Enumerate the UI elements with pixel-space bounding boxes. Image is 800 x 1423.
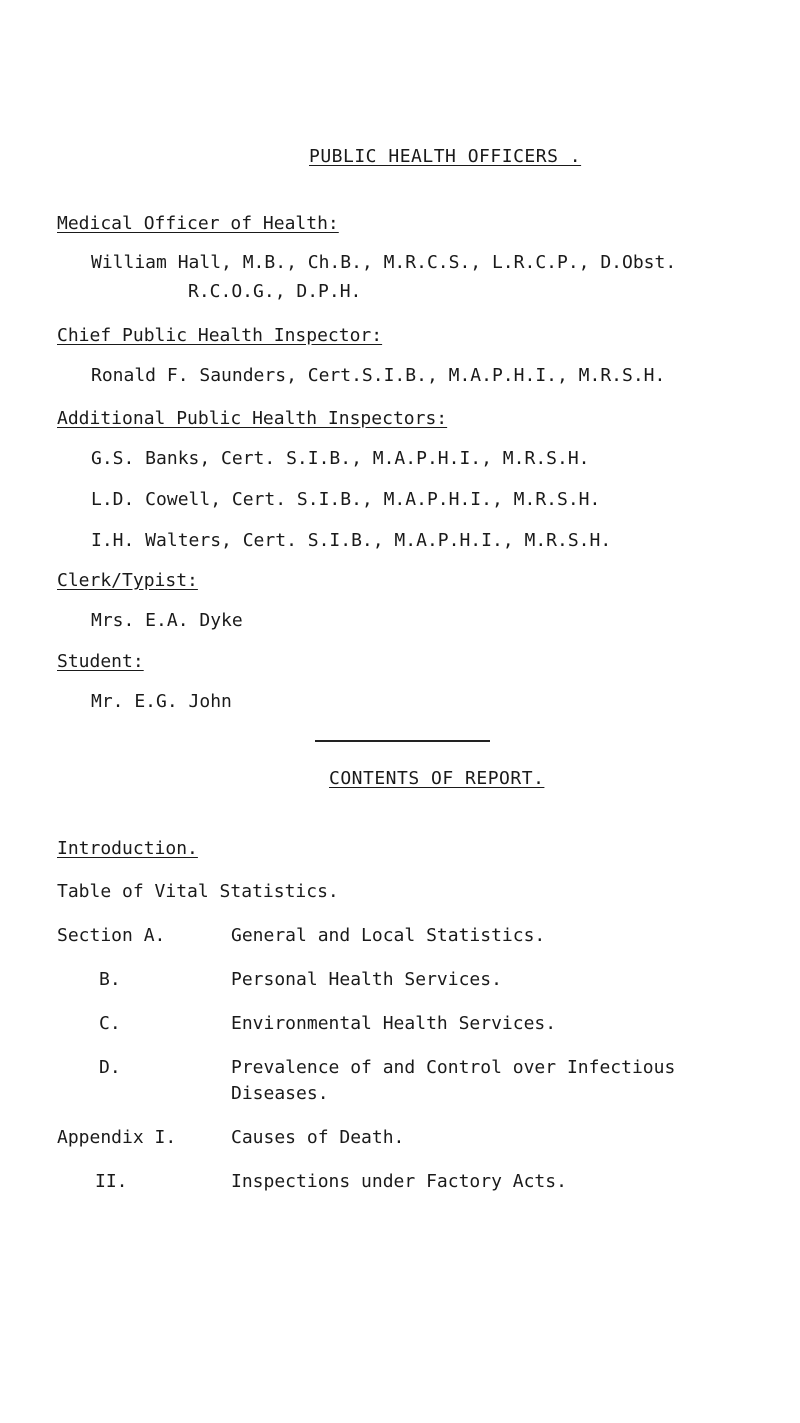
aphi-line-banks: G.S. Banks, Cert. S.I.B., M.A.P.H.I., M.R.S.H. bbox=[91, 448, 590, 469]
contents-introduction: Introduction. bbox=[57, 838, 198, 859]
officers-title: PUBLIC HEALTH OFFICERS . bbox=[309, 146, 582, 167]
student-name: Mr. E.G. John bbox=[91, 691, 232, 712]
contents-item-text: Environmental Health Services. bbox=[231, 1013, 557, 1034]
cphi-name-line: Ronald F. Saunders, Cert.S.I.B., M.A.P.H.I., M.R.S.H. bbox=[91, 365, 666, 386]
contents-item-label: B. bbox=[99, 969, 121, 990]
contents-item-text: Inspections under Factory Acts. bbox=[231, 1171, 567, 1192]
aphi-line-cowell: L.D. Cowell, Cert. S.I.B., M.A.P.H.I., M.R.S.H. bbox=[91, 489, 601, 510]
moh-heading: Medical Officer of Health: bbox=[57, 213, 339, 234]
section-divider bbox=[315, 740, 490, 742]
contents-item-label: Section A. bbox=[57, 925, 166, 946]
contents-table-vital-statistics: Table of Vital Statistics. bbox=[57, 881, 339, 902]
clerk-name: Mrs. E.A. Dyke bbox=[91, 610, 243, 631]
contents-item-text-continued: Diseases. bbox=[231, 1083, 329, 1104]
student-heading: Student: bbox=[57, 651, 144, 672]
contents-item-label: II. bbox=[95, 1171, 128, 1192]
contents-title: CONTENTS OF REPORT. bbox=[329, 768, 545, 789]
contents-item-text: Personal Health Services. bbox=[231, 969, 502, 990]
cphi-heading: Chief Public Health Inspector: bbox=[57, 325, 383, 346]
moh-name-line: William Hall, M.B., Ch.B., M.R.C.S., L.R.C.P., D.Obst. bbox=[91, 252, 677, 273]
contents-item-text: Causes of Death. bbox=[231, 1127, 405, 1148]
aphi-heading: Additional Public Health Inspectors: bbox=[57, 408, 448, 429]
contents-item-label: Appendix I. bbox=[57, 1127, 177, 1148]
clerk-heading: Clerk/Typist: bbox=[57, 570, 198, 591]
moh-qualifications-line: R.C.O.G., D.P.H. bbox=[188, 281, 362, 302]
contents-item-text: Prevalence of and Control over Infectious bbox=[231, 1057, 676, 1078]
contents-item-label: D. bbox=[99, 1057, 121, 1078]
contents-item-text: General and Local Statistics. bbox=[231, 925, 546, 946]
aphi-line-walters: I.H. Walters, Cert. S.I.B., M.A.P.H.I., M.R.S.H. bbox=[91, 530, 612, 551]
contents-item-label: C. bbox=[99, 1013, 121, 1034]
